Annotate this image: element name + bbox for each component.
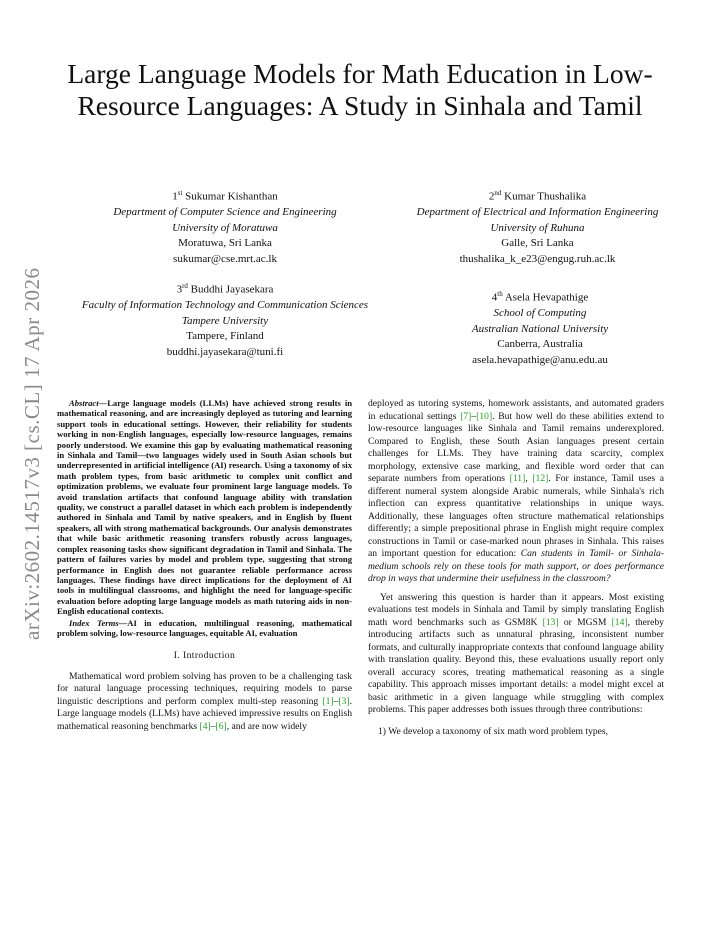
author-location: Moratuwa, Sri Lanka	[178, 237, 272, 250]
abstract-text: —Large language models (LLMs) have achieved strong results in mathematical reasoning, and are increasingly deployed as tutoring and learning support tools in educational settings. However, their reliability for students working in non-English languages, especially low-resource languages, remains poorly understood. We examine this gap by evaluating mathematical reasoning in Sinhala and Tamil—two languages widely used in South Asian schools but underrepresented in artificial intelligence (AI) research. Using a taxonomy of six math problem types, from basic arithmetic to complex unit conflict and optimization problems, we evaluate four prominent large language models. To avoid translation artifacts that confound language ability with translation quality, we construct a parallel dataset in which each problem is independently authored in Sinhala and Tamil by native speakers, and in English by fluent speakers, all with strong mathematical backgrounds. Our analysis demonstrates that while basic arithmetic reasoning transfers robustly across languages, complex reasoning tasks show significant degradation in Tamil and Sinhala. The pattern of failures varies by model and problem type, suggesting that strong performance in English does not guarantee reliable performance across languages. These findings have direct implications for the deployment of AI tools in multilingual classrooms, and highlight the need for language-specific evaluation before adopting large language models as math tutoring aids in non-English educational contexts.	[57, 398, 352, 617]
author-department: Department of Computer Science and Engineering	[113, 206, 337, 219]
author-institution: University of Ruhuna	[490, 221, 585, 234]
arxiv-watermark	[20, 260, 50, 640]
citation-link[interactable]: [6]	[215, 720, 227, 732]
citation-link[interactable]: [14]	[611, 616, 628, 628]
abstract	[57, 398, 352, 617]
author-institution: Tampere University	[181, 314, 269, 327]
intro-paragraph: Mathematical word problem solving has proven to be a challenging task for natural language processing techniques, requiring models to parse linguistic descriptions and perform complex multi-step reasoning [1]–[3]. Large language models (LLMs) have achieved impressive results on English mathematical reasoning benchmarks [4]–[6], and are now widely	[57, 670, 352, 732]
citation-link[interactable]: [1]	[322, 695, 334, 707]
contribution-list-item: 1) We develop a taxonomy of six math word problem types,	[378, 725, 609, 737]
right-column	[368, 398, 664, 738]
author-block-4	[390, 287, 690, 368]
index-terms-label: Index Terms	[69, 617, 119, 628]
intro-paragraph-2: Yet answering this question is harder than it appears. Most existing evaluations test models in Sinhala and Tamil by simply translating English math word benchmarks such as GSM8K [13] or MGSM [14], thereby introducing artifacts such as unnatural phrasing, inconsistent number formats, and culturally inappropriate contexts that confound language ability with translation quality. Beyond this, these evaluations usually report only overall accuracy scores, treating mathematical reasoning as a single capability. This approach misses important details: a model might excel at basic arithmetic in a given language while struggling with complex problems. This paper addresses both issues through three contributions:	[368, 591, 664, 715]
author-email: buddhi.jayasekara@tuni.fi	[166, 345, 284, 358]
author-name: 3rd Buddhi Jayasekara	[176, 282, 274, 296]
arxiv-id: arXiv:2602.14517v3 [cs.CL] 17 Apr 2026	[20, 267, 44, 640]
author-location: Tampere, Finland	[186, 330, 264, 343]
citation-link[interactable]: [12]	[532, 473, 549, 484]
author-email: thushalika_k_e23@engug.ruh.ac.lk	[459, 252, 616, 265]
index-terms	[57, 618, 352, 639]
author-department: Faculty of Information Technology and Communication Sciences	[81, 299, 369, 312]
paper-title: Large Language Models for Math Education in Low-Resource Languages: A Study in Sinhala and Tamil	[67, 58, 653, 121]
index-terms-text: —AI in education, multilingual reasoning, mathematical problem solving, low-resource languages, equitable AI, evaluation	[57, 617, 352, 638]
citation-link[interactable]: [7]	[460, 410, 472, 422]
author-name: 2nd Kumar Thushalika	[488, 189, 587, 203]
author-institution: University of Moratuwa	[172, 221, 278, 234]
intro-paragraph-cont: deployed as tutoring systems, homework assistants, and automated graders in educational settings [7]–[10]. But how well do these abilities extend to low-resource languages like Sinhala and Tamil remains underexplored. Compared to English, these South Asian languages present certain challenges for LLMs. They have training data scarcity, complex morphology, extensive case marking, and flexible word order that can separate numbers from operations [11], [12]. For instance, Tamil uses a different numeral system alongside Arabic numerals, while Sinhala's rich inflection can express quantitative relationships in unique ways. Additionally, these languages often structure mathematical relationships differently; a simple prepositional phrase in English might require complex constructions in Tamil or case-marked noun phrases in Sinhala. This raises an important question for education: Can students in Tamil- or Sinhala-medium schools rely on these tools for math support, or does performance drop in ways that undermine their usefulness in the classroom?	[368, 398, 664, 584]
author-location: Galle, Sri Lanka	[501, 237, 574, 250]
section-heading: I. Introduction	[173, 650, 236, 662]
citation-link[interactable]: [11]	[509, 473, 526, 484]
citation-link[interactable]: [10]	[476, 410, 493, 422]
author-email: sukumar@cse.mrt.ac.lk	[173, 252, 277, 265]
author-email: asela.hevapathige@anu.edu.au	[472, 353, 608, 366]
author-department: School of Computing	[493, 307, 587, 320]
citation-link[interactable]: [4]	[199, 720, 211, 732]
abstract-label: Abstract	[69, 398, 99, 408]
author-block-1	[75, 186, 375, 267]
author-name: 1st Sukumar Kishanthan	[172, 189, 278, 203]
citation-link[interactable]: [3]	[338, 695, 350, 707]
author-block-2	[380, 186, 695, 267]
author-block-3	[60, 279, 390, 360]
author-name: 4th Asela Hevapathige	[491, 290, 589, 304]
author-location: Canberra, Australia	[497, 338, 583, 351]
author-department: Department of Electrical and Information Engineering	[416, 206, 659, 219]
author-institution: Australian National University	[471, 322, 609, 335]
citation-link[interactable]: [13]	[542, 616, 559, 628]
research-question: Can students in Tamil- or Sinhala-medium schools rely on these tools for math support, or does performance drop in ways that undermine their usefulness in the classroom?	[368, 548, 664, 584]
left-column	[57, 398, 352, 733]
